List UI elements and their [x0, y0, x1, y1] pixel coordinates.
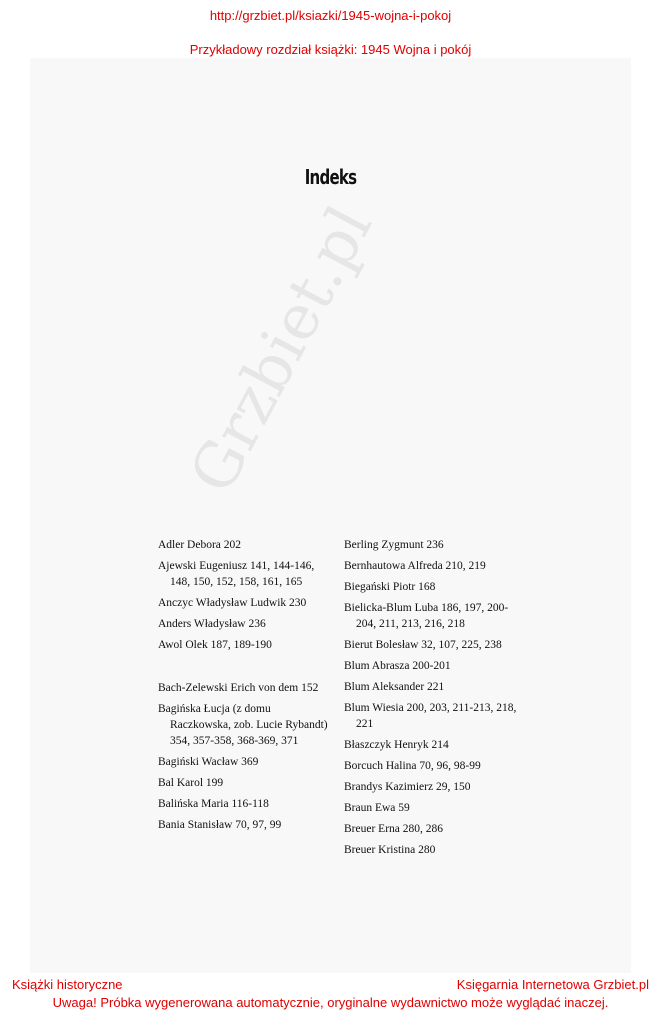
index-entry: Awol Olek 187, 189-190 — [158, 639, 272, 651]
index-entry: Błaszczyk Henryk 214 — [344, 739, 449, 751]
index-entry: Bania Stanisław 70, 97, 99 — [158, 819, 282, 831]
sample-chapter-note: Przykładowy rozdział książki: 1945 Wojna i pokój — [189, 42, 472, 57]
index-entry: Braun Ewa 59 — [344, 802, 410, 814]
index-group-a — [158, 537, 333, 653]
index-column-right — [344, 537, 524, 863]
index-group-b — [158, 680, 333, 833]
index-entry: Adler Debora 202 — [158, 539, 242, 551]
index-entry: Balińska Maria 116-118 — [158, 798, 269, 810]
index-entry: Blum Aleksander 221 — [344, 681, 445, 693]
index-entry: Bierut Bolesław 32, 107, 225, 238 — [344, 639, 502, 651]
index-entry: Breuer Kristina 280 — [344, 844, 436, 856]
index-column-left — [158, 537, 333, 838]
index-entry: Brandys Kazimierz 29, 150 — [344, 781, 471, 793]
index-entry: Bach-Zelewski Erich von dem 152 — [158, 682, 319, 694]
index-entry: Bielicka-Blum Luba 186, 197, 200-204, 211, 213, 216, 218 — [344, 602, 509, 630]
index-entry: Bal Karol 199 — [158, 777, 224, 789]
index-entry: Bagiński Wacław 369 — [158, 756, 259, 768]
index-entry: Borcuch Halina 70, 96, 98-99 — [344, 760, 481, 772]
footer-disclaimer: Uwaga! Próbka wygenerowana automatycznie, oryginalne wydawnictwo może wyglądać inaczej. — [52, 995, 609, 1010]
index-entry: Berling Zygmunt 236 — [344, 539, 444, 551]
source-url-link[interactable]: http://grzbiet.pl/ksiazki/1945-wojna-i-pokoj — [209, 8, 452, 23]
footer-store-link[interactable]: Księgarnia Internetowa Grzbiet.pl — [456, 977, 649, 992]
footer-category-link[interactable]: Książki historyczne — [12, 977, 123, 992]
page-title: Indeks — [304, 165, 357, 189]
index-entry: Bernhautowa Alfreda 210, 219 — [344, 560, 486, 572]
index-entry: Blum Wiesia 200, 203, 211-213, 218, 221 — [344, 702, 517, 730]
index-group-b-continued — [344, 537, 524, 858]
group-gap — [158, 658, 333, 680]
index-entry: Anczyc Władysław Ludwik 230 — [158, 597, 307, 609]
index-entry: Ajewski Eugeniusz 141, 144-146, 148, 150, 152, 158, 161, 165 — [158, 560, 315, 588]
index-entry: Bagińska Łucja (z domu Raczkowska, zob. Lucie Rybandt) 354, 357-358, 368-369, 371 — [158, 703, 328, 747]
index-entry: Anders Władysław 236 — [158, 618, 266, 630]
index-entry: Biegański Piotr 168 — [344, 581, 436, 593]
index-entry: Blum Abrasza 200-201 — [344, 660, 451, 672]
index-entry: Breuer Erna 280, 286 — [344, 823, 443, 835]
